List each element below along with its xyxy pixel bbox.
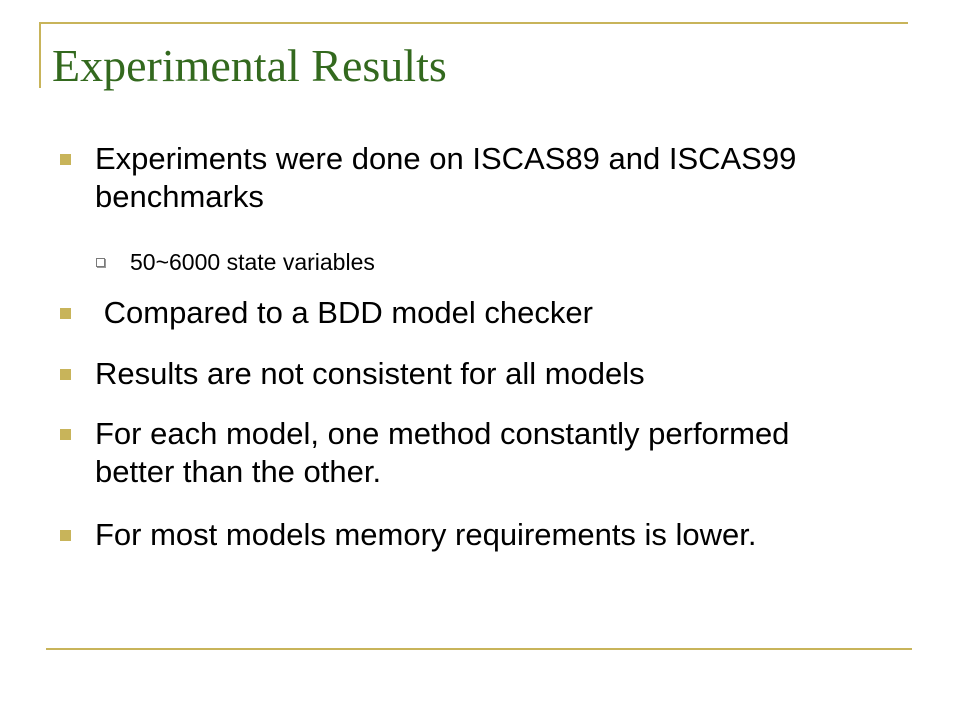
bullet-text: Compared to a BDD model checker xyxy=(95,295,593,330)
bullet-item xyxy=(60,294,860,332)
bullet-text: Experiments were done on ISCAS89 and ISCAS99 benchmarks xyxy=(95,141,797,214)
square-bullet-icon xyxy=(60,429,71,440)
sub-bullet-text: 50~6000 state variables xyxy=(130,249,375,275)
square-bullet-icon xyxy=(60,154,71,165)
bullet-text: For each model, one method constantly performed better than the other. xyxy=(95,416,790,489)
bullet-item xyxy=(60,516,860,554)
bullet-item xyxy=(60,140,860,216)
bullet-text: For most models memory requirements is lower. xyxy=(95,517,757,552)
bullet-item xyxy=(60,415,860,491)
square-bullet-icon xyxy=(60,308,71,319)
bottom-divider xyxy=(46,648,912,650)
square-bullet-icon xyxy=(60,369,71,380)
bullet-item xyxy=(60,355,860,393)
bullet-text: Results are not consistent for all models xyxy=(95,356,645,391)
slide-title: Experimental Results xyxy=(52,40,447,91)
sub-bullet-item xyxy=(96,247,796,277)
hollow-square-bullet-icon xyxy=(96,258,105,267)
square-bullet-icon xyxy=(60,530,71,541)
